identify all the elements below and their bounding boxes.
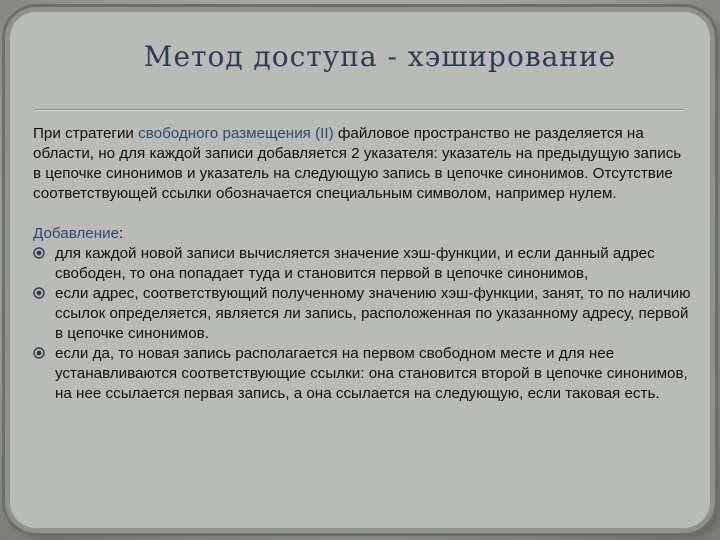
adding-list: [33, 244, 693, 404]
list-item-text: если адрес, соответствующий полученному значению хэш-функции, занят, то по наличию ссылок определяется, является ли запись, расположенная по указанному адресу, первой в цепочке синонимов.: [55, 285, 691, 342]
intro-text-start: При стратегии: [33, 125, 139, 142]
list-item-text: для каждой новой записи вычисляется значение хэш-функции, и если данный адрес свободен, то она попадает туда и становится первой в цепочке синонимов,: [55, 245, 655, 282]
slide-body: [33, 124, 693, 404]
title-divider: [34, 109, 684, 110]
circled-bullet-icon: [33, 287, 45, 299]
adding-heading-colon: :: [119, 225, 124, 242]
intro-text-end: файловое пространство не разделяется на области, но для каждой записи добавляется 2 указателя: указатель на предыдущую запись в цепочке синонимов и указатель на следующую запись в цепочке синонимов. Отсутствие соответствующей ссылки обозначается специальным символом, например нулем.: [33, 125, 682, 202]
list-item: [33, 284, 693, 344]
list-item-text: если да, то новая запись располагается на первом свободном месте и для нее устанавливаются соответствующие ссылки: она становится второй в цепочке синонимов, на нее ссылается первая запись, а она ссылается на следующую, если таковая есть.: [55, 345, 688, 402]
slide-title: Метод доступа - хэширование: [143, 40, 617, 73]
adding-heading: [33, 224, 693, 244]
list-item: [33, 244, 693, 284]
intro-paragraph: [33, 124, 693, 204]
intro-highlight: свободного размещения (II): [138, 125, 334, 142]
circled-bullet-icon: [33, 347, 45, 359]
list-item: [33, 344, 693, 404]
circled-bullet-icon: [33, 247, 45, 259]
adding-heading-label: Добавление: [33, 225, 120, 242]
